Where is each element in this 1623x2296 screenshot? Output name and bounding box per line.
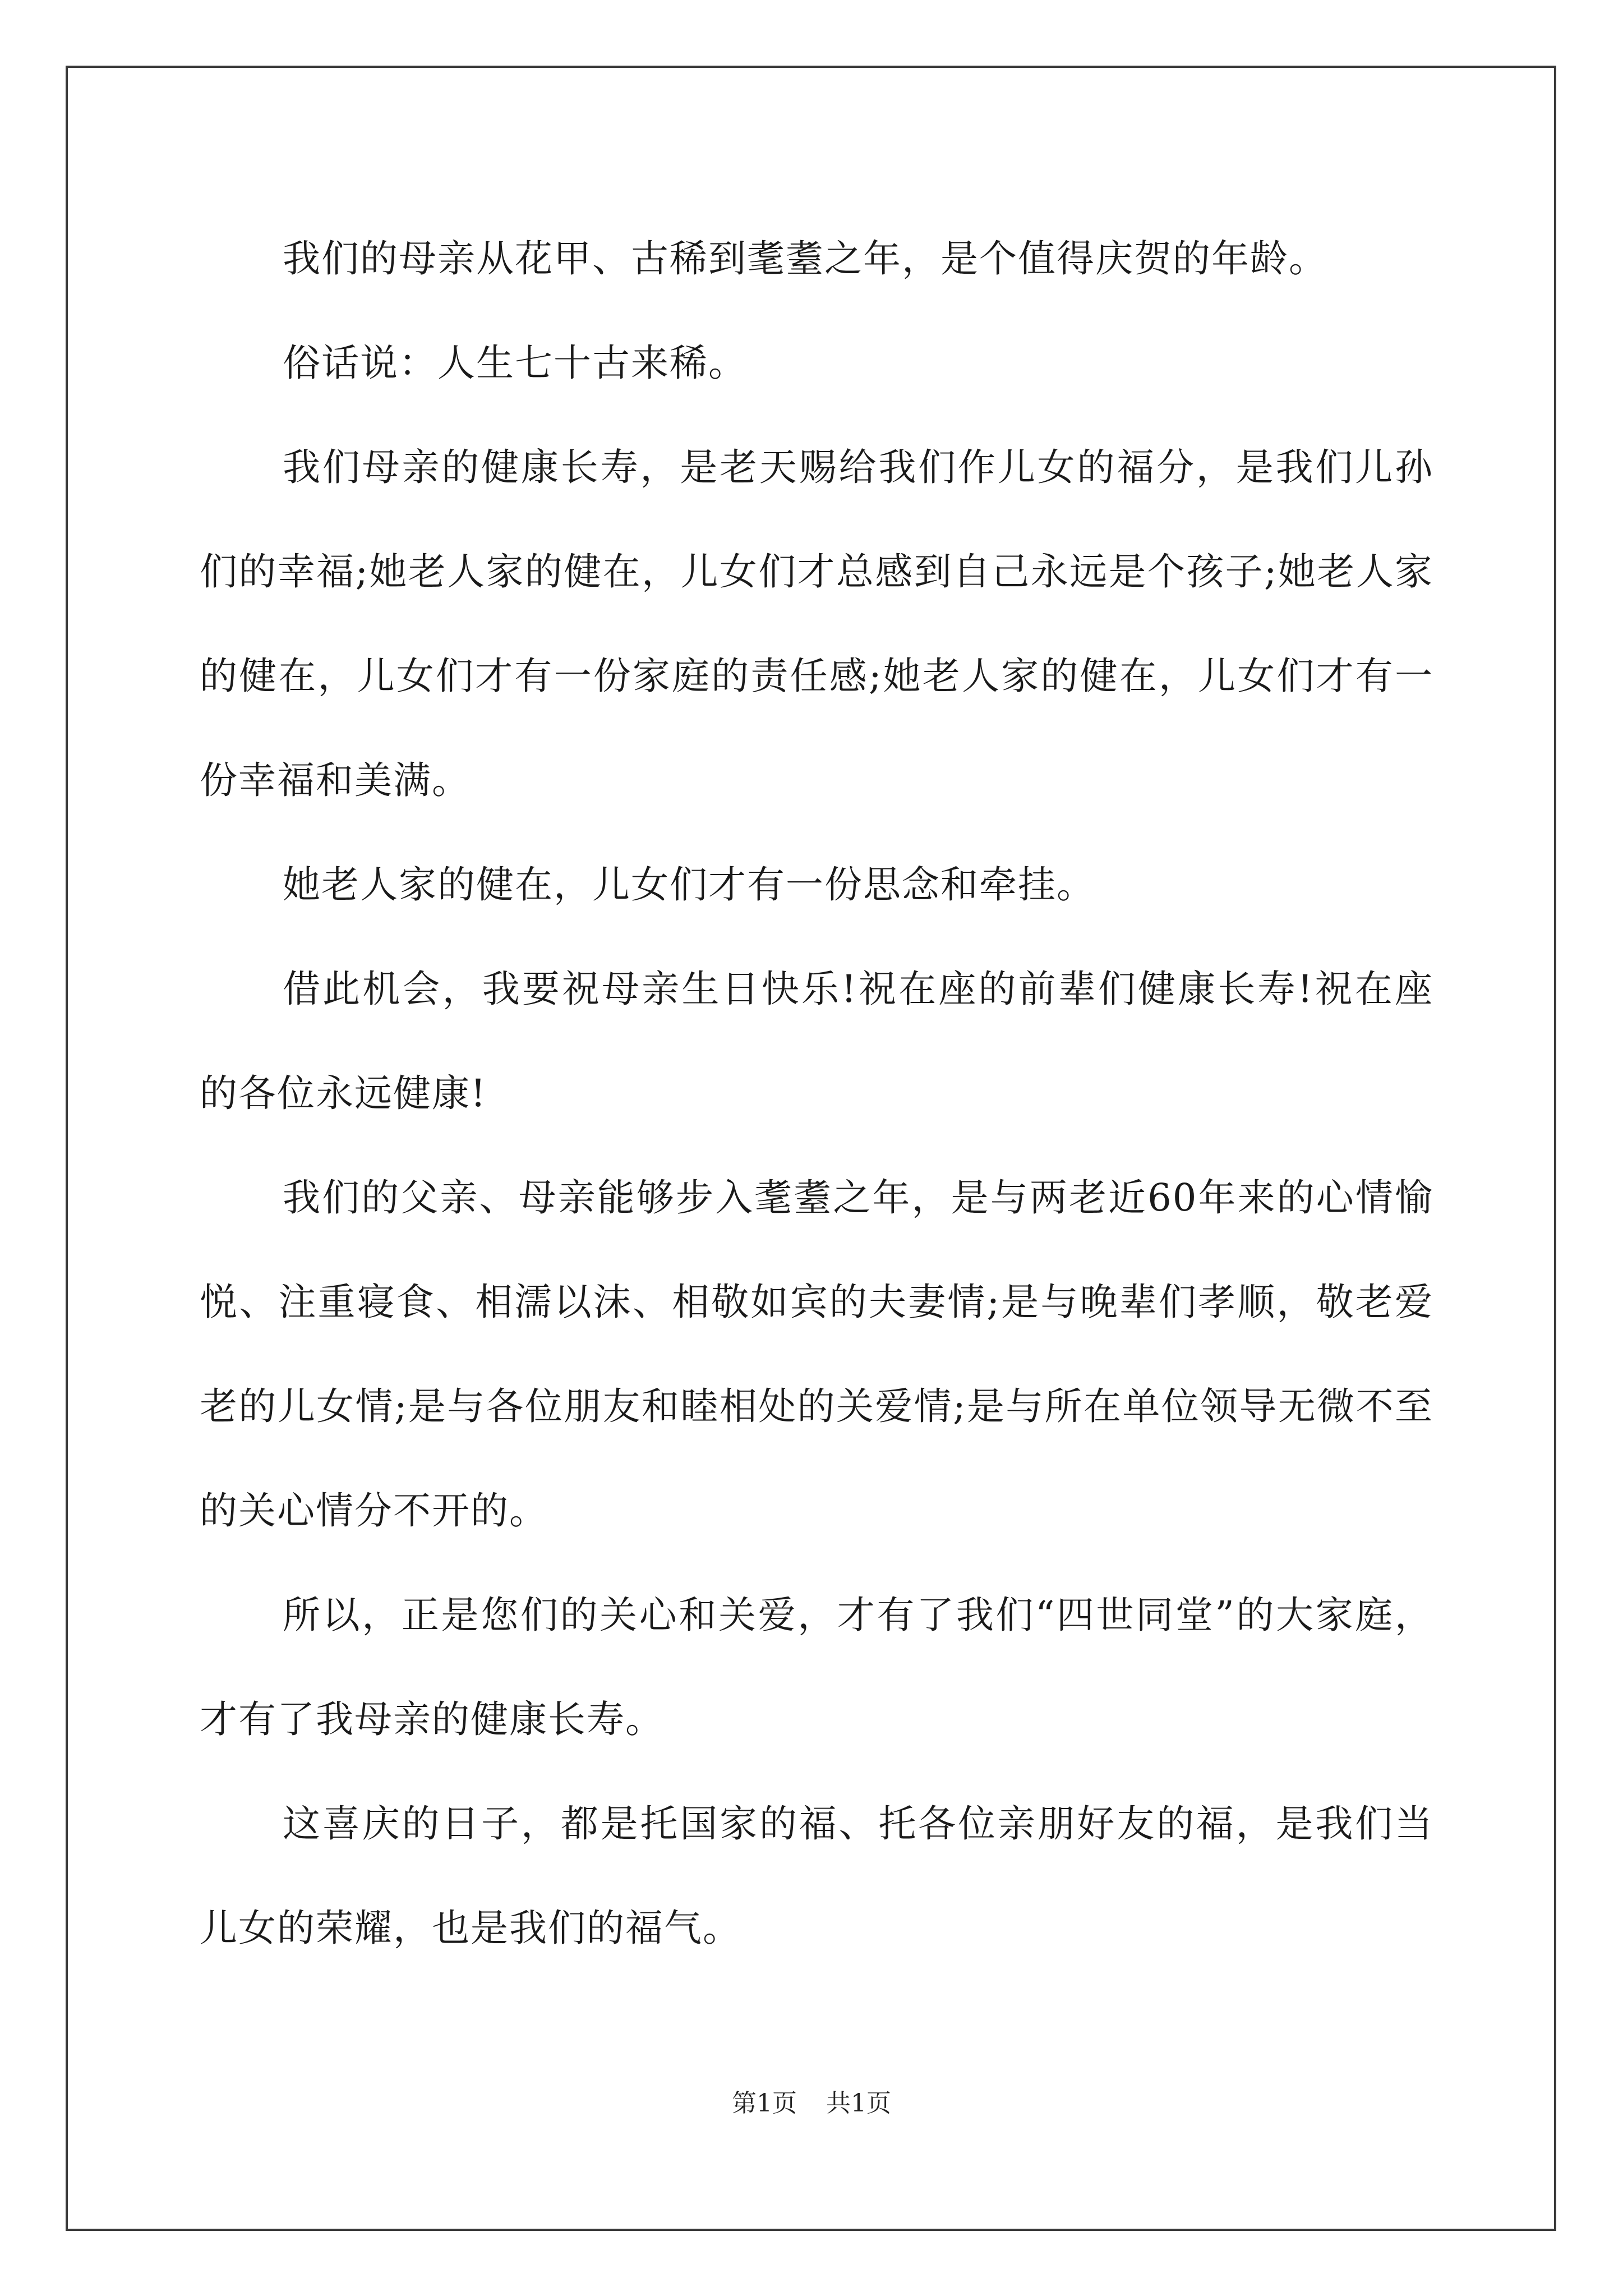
paragraph: 我们的母亲从花甲、古稀到耄耋之年，是个值得庆贺的年龄。 bbox=[283, 237, 1327, 280]
paragraph: 我们的父亲、母亲能够步入耄耋之年，是与两老近60年来的心情愉悦、注重寝食、相濡以沫、相敬如宾的夫妻情;是与晚辈们孝顺，敬老爱老的儿女情;是与各位朋友和睦相处的关爱情;是与所在单位领导无微不至的关心情分不开的。 bbox=[200, 1176, 1433, 1533]
document-body bbox=[200, 206, 1433, 1980]
page-total: 共1页 bbox=[826, 2089, 891, 2118]
page-number: 第1页 bbox=[732, 2089, 797, 2118]
paragraph: 她老人家的健在，儿女们才有一份思念和牵挂。 bbox=[283, 863, 1095, 907]
paragraph: 俗话说：人生七十古来稀。 bbox=[283, 341, 747, 385]
paragraph: 我们母亲的健康长寿，是老天赐给我们作儿女的福分，是我们儿孙们的幸福;她老人家的健在，儿女们才总感到自己永远是个孩子;她老人家的健在，儿女们才有一份家庭的责任感;她老人家的健在，儿女们才有一份幸福和美满。 bbox=[200, 445, 1433, 802]
paragraph: 所以，正是您们的关心和关爱，才有了我们“四世同堂”的大家庭，才有了我母亲的健康长寿。 bbox=[200, 1593, 1433, 1741]
paragraph: 借此机会，我要祝母亲生日快乐!祝在座的前辈们健康长寿!祝在座的各位永远健康! bbox=[200, 967, 1433, 1115]
paragraph: 这喜庆的日子，都是托国家的福、托各位亲朋好友的福，是我们当儿女的荣耀，也是我们的福气。 bbox=[200, 1802, 1433, 1950]
page-footer bbox=[0, 2087, 1623, 2120]
